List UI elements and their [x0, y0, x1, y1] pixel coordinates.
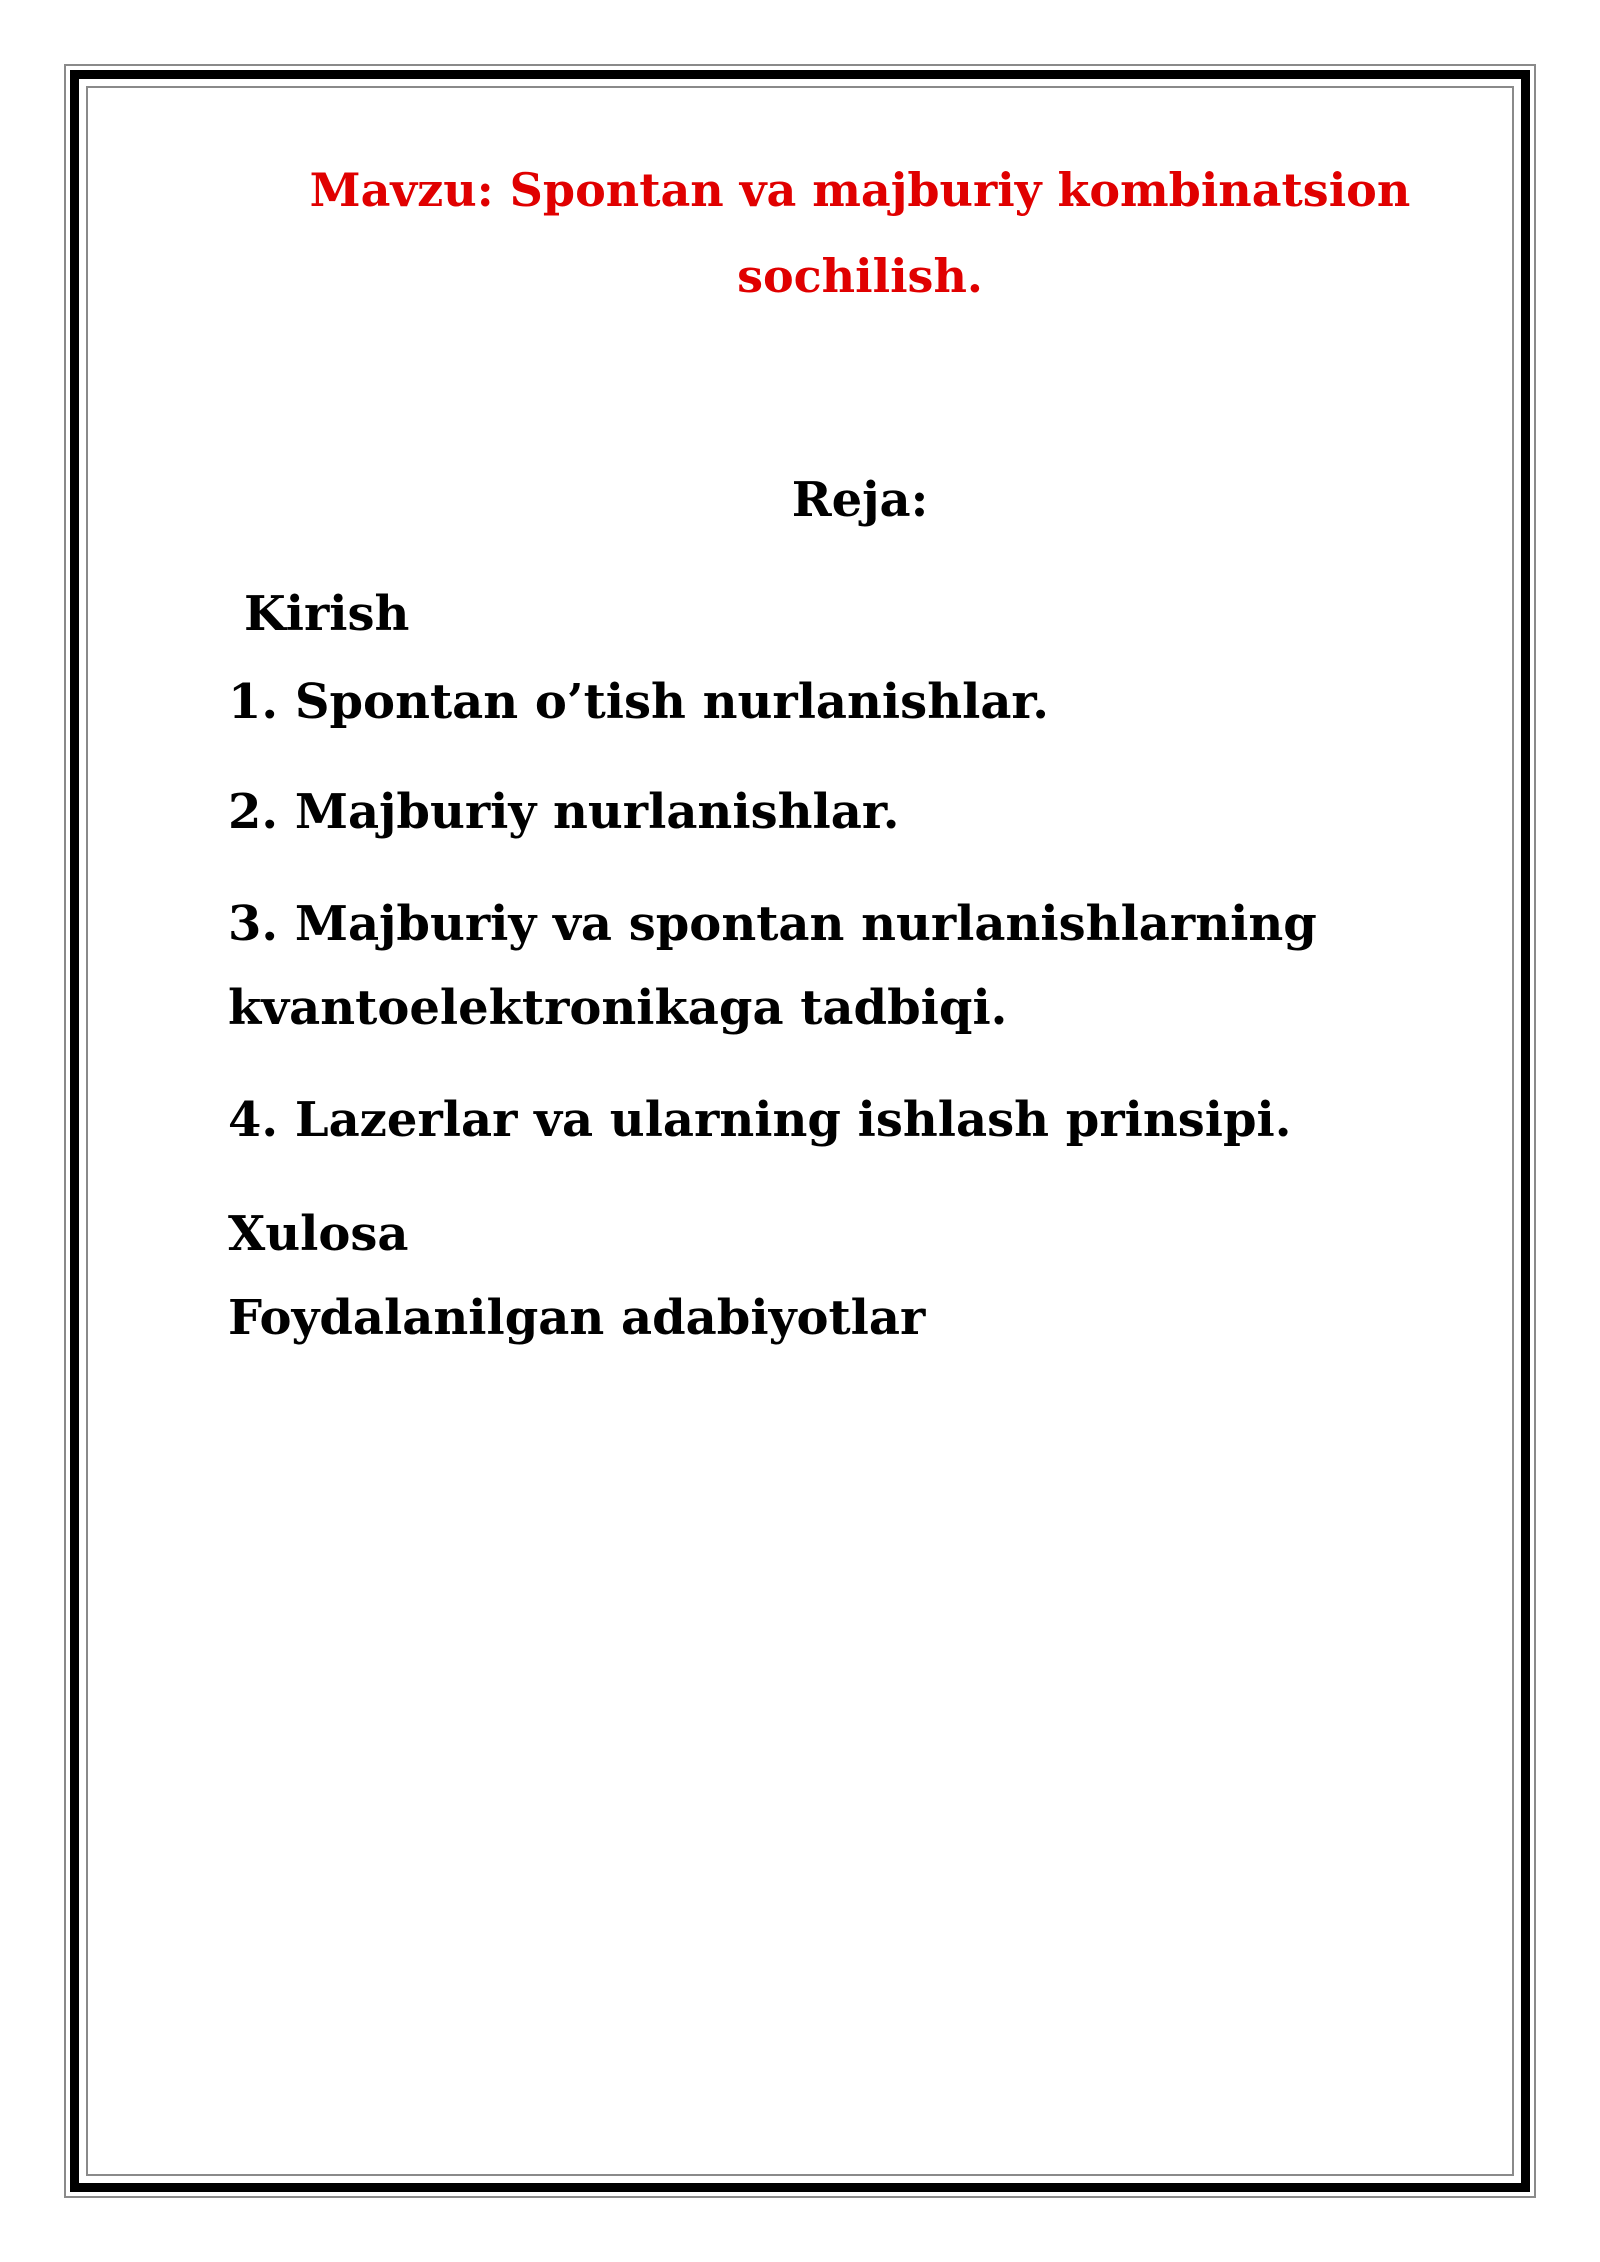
plan-conclusion: Xulosa [228, 1206, 409, 1262]
topic-title-line-1: Mavzu: Spontan va majburiy kombinatsion [309, 163, 1411, 217]
topic-title-line-2: sochilish. [737, 249, 983, 303]
plan-item-3-line-1: 3. Majburiy va spontan nurlanishlarning [228, 896, 1317, 952]
plan-item-3-line-2: kvantoelektronikaga tadbiqi. [228, 980, 1008, 1036]
plan-item-2: 2. Majburiy nurlanishlar. [228, 784, 900, 840]
plan-heading: Reja: [791, 472, 929, 528]
plan-references: Foydalanilgan adabiyotlar [228, 1290, 926, 1346]
plan-item-1: 1. Spontan o’tish nurlanishlar. [228, 674, 1050, 730]
plan-item-4: 4. Lazerlar va ularning ishlash prinsipi. [228, 1092, 1292, 1148]
plan-intro: Kirish [244, 586, 410, 642]
